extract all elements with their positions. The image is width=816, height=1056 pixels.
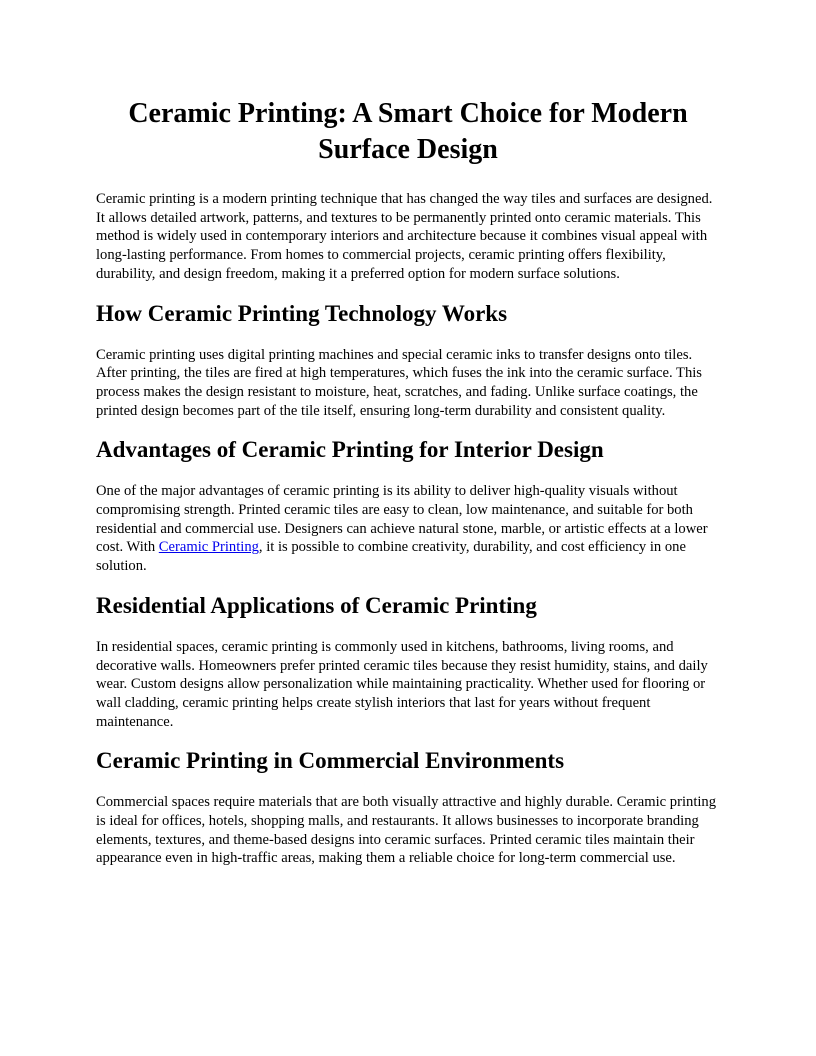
- section-body-commercial: Commercial spaces require materials that are both visually attractive and highly durable. Ceramic printing is ideal for offices, hotels, shopping malls, and restaurants. It allows businesses to incorporate branding elements, textures, and theme-based designs into ceramic surfaces. Printed ceramic tiles maintain their appearance even in high-traffic areas, making them a reliable choice for long-term commercial use.: [96, 794, 717, 867]
- document-page: [96, 96, 720, 884]
- section-heading-commercial: Ceramic Printing in Commercial Environments: [96, 748, 565, 774]
- advantages-text-after-link: , it is possible to combine creativity, durability, and cost efficiency in one solution.: [96, 539, 686, 575]
- section-body-advantages: [96, 482, 720, 576]
- document-title: Ceramic Printing: A Smart Choice for Modern Surface Design: [128, 98, 688, 165]
- section-heading-technology: How Ceramic Printing Technology Works: [96, 300, 508, 326]
- section-body-residential: In residential spaces, ceramic printing is commonly used in kitchens, bathrooms, living rooms, and decorative walls. Homeowners prefer printed ceramic tiles because they resist humidity, stains, and daily wear. Custom designs allow personalization while maintaining practicality. Whether used for flooring or wall cladding, ceramic printing helps create stylish interiors that last for years without frequent maintenance.: [96, 638, 708, 730]
- advantages-text-before-link: One of the major advantages of ceramic printing is its ability to deliver high-quality visuals without compromising strength. Printed ceramic tiles are easy to clean, low maintenance, and suitable for both residential and commercial use. Designers can achieve natural stone, marble, or artistic effects at a lower cost. With: [96, 483, 708, 556]
- section-heading-residential: Residential Applications of Ceramic Printing: [96, 592, 537, 618]
- intro-paragraph: Ceramic printing is a modern printing technique that has changed the way tiles and surfaces are designed. It allows detailed artwork, patterns, and textures to be permanently printed onto ceramic materials. This method is widely used in contemporary interiors and architecture because it combines visual appeal with long-lasting performance. From homes to commercial projects, ceramic printing offers flexibility, durability, and design freedom, making it a preferred option for modern surface solutions.: [96, 191, 713, 282]
- section-body-technology: Ceramic printing uses digital printing machines and special ceramic inks to transfer designs onto tiles. After printing, the tiles are fired at high temperatures, which fuses the ink into the ceramic surface. This process makes the design resistant to moisture, heat, scratches, and fading. Unlike surface coatings, the printed design becomes part of the tile itself, ensuring long-term durability and consistent quality.: [96, 346, 702, 419]
- ceramic-printing-link[interactable]: Ceramic Printing: [158, 539, 259, 556]
- section-heading-advantages: Advantages of Ceramic Printing for Interior Design: [96, 437, 604, 463]
